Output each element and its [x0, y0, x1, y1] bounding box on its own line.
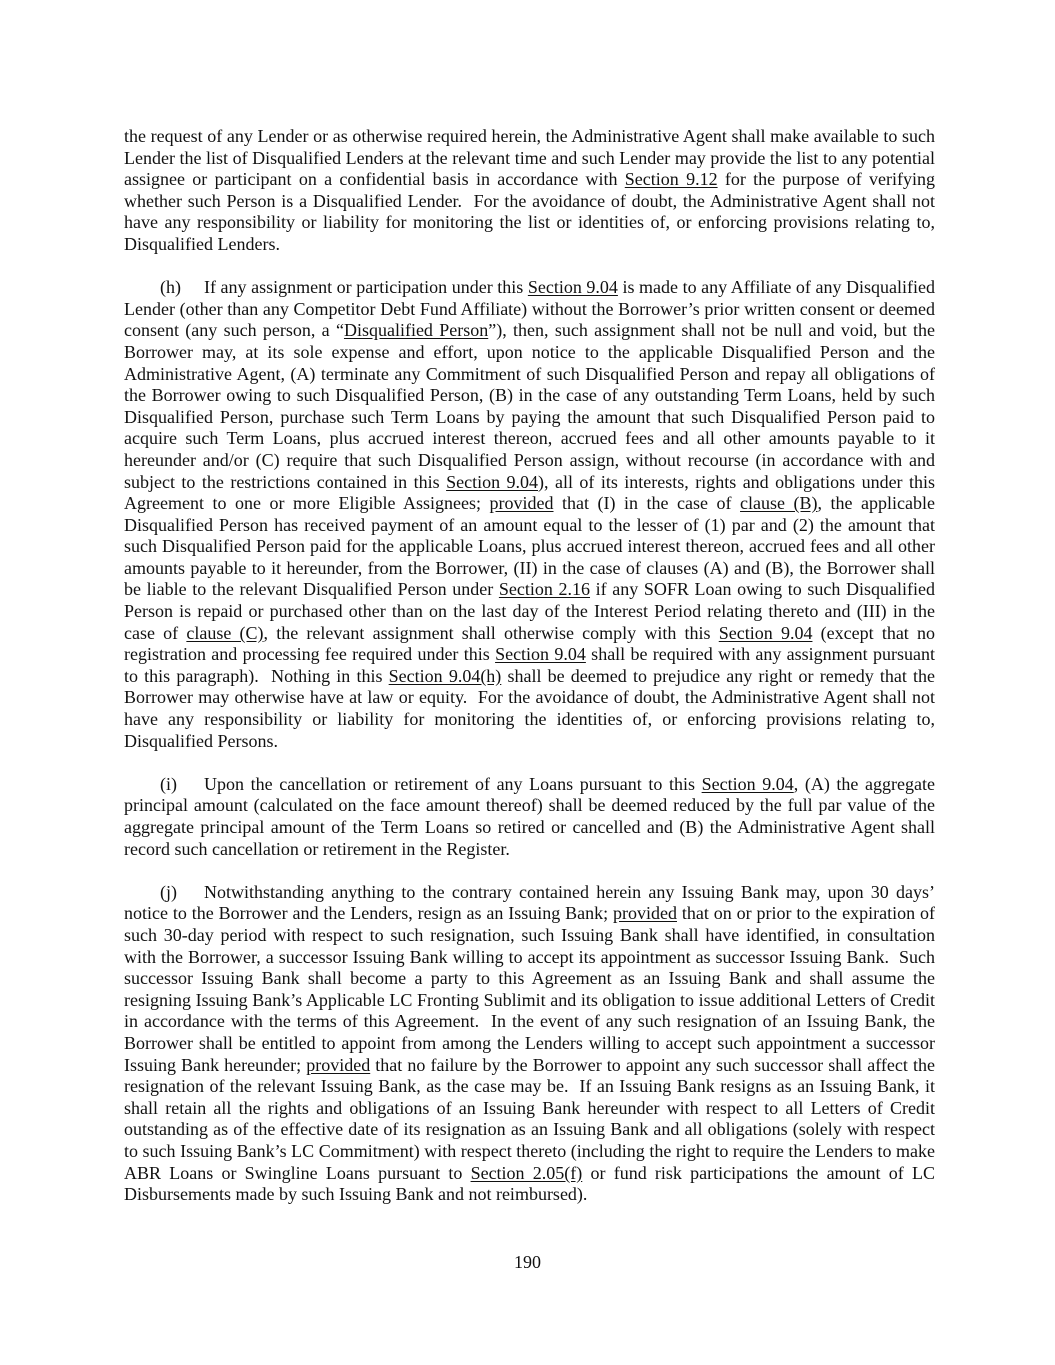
- body-text: , the applicable Disqualified Person has received payment of an amount equal to the lesser of (1) par and (2) the amount that such Disqualified Person paid for the applicable Loans, plus accrued interest thereon, accrued fees and all other amounts payable to it hereunder, from the Borrower, (II) in the case of clauses (A) and (B), the Borrower shall be liable to the relevant Disqualified Person under: [124, 493, 936, 600]
- body-text: (except that no registration and processing fee required under this: [124, 622, 936, 665]
- body-text: the request of any Lender or as otherwise required herein, the Administrative Agent shall make available to such Lender the list of Disqualified Lenders at the relevant time and such Lender may provide the list to any potential assignee or participant on a confidential basis in accordance with: [124, 126, 935, 190]
- paragraph-j: [124, 882, 935, 1206]
- section-reference: clause (B): [740, 493, 818, 514]
- body-text: if any SOFR Loan owing to such Disqualified Person is repaid or purchased other than on the last day of the Interest Period relating thereto and (III) in the case of: [124, 579, 935, 643]
- body-text: ), all of its interests, rights and obligations under this Agreement to one or more Eligible Assignees;: [124, 471, 936, 514]
- section-reference: provided: [613, 903, 677, 924]
- body-text: that no failure by the Borrower to appoint any such successor shall affect the resignation of the relevant Issuing Bank, as the case may be. If an Issuing Bank resigns as an Issuing Bank, it shall retain all the rights and obligations of an Issuing Bank hereunder with respect to all Letters of Credit outstanding as of the effective date of its resignation as an Issuing Bank and all obligations (solely with respect to such Issuing Bank’s LC Commitment) with respect thereto (including the right to require the Lenders to make ABR Loans or Swingline Loans pursuant to: [124, 1054, 935, 1183]
- body-text: , the relevant assignment shall otherwise comply with this: [263, 622, 719, 643]
- body-text: Upon the cancellation or retirement of any Loans pursuant to this: [204, 773, 702, 794]
- body-text: that (I) in the case of: [553, 493, 741, 514]
- body-text: Notwithstanding anything to the contrary contained herein any Issuing Bank may, upon 30 days’ notice to the Borrower and the Lenders, resign as an Issuing Bank;: [124, 881, 935, 924]
- body-text: that on or prior to the expiration of such 30-day period with respect to such resignation, such Issuing Bank shall have identified, in consultation with the Borrower, a successor Issuing Bank willing to accept its appointment as successor Issuing Bank. Such successor Issuing Bank shall become a party to this Agreement as an Issuing Bank and shall assume the resigning Issuing Bank’s Applicable LC Fronting Sublimit and its obligation to issue additional Letters of Credit in accordance with the terms of this Agreement. In the event of any such resignation of an Issuing Bank, the Borrower shall be entitled to appoint from among the Lenders willing to accept such appointment a successor Issuing Bank hereunder;: [124, 903, 936, 1075]
- paragraph-i: [124, 774, 935, 860]
- section-reference: Section 2.16: [498, 579, 591, 600]
- paragraph-h: [124, 277, 935, 752]
- section-reference: Section 9.12: [624, 169, 718, 190]
- section-reference: Section 2.05(f): [470, 1162, 583, 1183]
- body-text: for the purpose of verifying whether such Person is a Disqualified Lender. For the avoidance of doubt, the Administrative Agent shall not have any responsibility or liability for monitoring the list or identities of, or enforcing provisions relating to, Disqualified Lenders.: [124, 169, 935, 254]
- paragraph-label-i: (i): [160, 773, 177, 794]
- section-reference: Section 9.04: [701, 773, 794, 794]
- body-text: , (A) the aggregate principal amount (calculated on the face amount thereof) shall be deemed reduced by the full par value of the aggregate principal amount of the Term Loans so retired or cancelled and (B) the Administrative Agent shall record such cancellation or retirement in the Register.: [124, 773, 935, 859]
- paragraph-label-j: (j): [160, 881, 177, 902]
- section-reference: provided: [306, 1054, 371, 1075]
- section-reference: Section 9.04: [495, 644, 586, 665]
- body-text: shall be deemed to prejudice any right or remedy that the Borrower may otherwise have at law or equity. For the avoidance of doubt, the Administrative Agent shall not have any responsibility or liability for monitoring the identities of, or enforcing provisions relating to, Disqualified Persons.: [124, 665, 936, 751]
- section-reference: clause (C): [186, 622, 264, 643]
- page-number: 190: [514, 1252, 541, 1272]
- paragraph-label-h: (h): [160, 277, 181, 298]
- section-reference: provided: [489, 493, 554, 514]
- body-text: If any assignment or participation under this: [204, 277, 528, 298]
- section-reference: Section 9.04: [527, 277, 618, 298]
- body-text: or fund risk participations the amount of LC Disbursements made by such Issuing Bank and not reimbursed).: [124, 1162, 935, 1205]
- body-text: ”), then, such assignment shall not be null and void, but the Borrower may, at its sole expense and effort, upon notice to the applicable Disqualified Person and the Administrative Agent, (A) terminate any Commitment of such Disqualified Person and repay all obligations of the Borrower owing to such Disqualified Person, (B) in the case of any outstanding Term Loans, held by such Disqualified Person, purchase such Term Loans by paying the amount that such Disqualified Person paid to acquire such Term Loans, plus accrued interest thereon, accrued fees and all other amounts payable to it hereunder and/or (C) require that such Disqualified Person assign, without recourse (in accordance with and subject to the restrictions contained in this: [124, 320, 936, 492]
- section-reference: Section 9.04: [446, 471, 539, 492]
- section-reference: Section 9.04: [718, 622, 813, 643]
- paragraph-continuation: [124, 126, 935, 256]
- section-reference: Disqualified Person: [343, 320, 489, 341]
- section-reference: Section 9.04(h): [388, 665, 502, 686]
- document-body: [124, 126, 935, 1227]
- body-text: shall be required with any assignment pursuant to this paragraph). Nothing in this: [124, 644, 935, 686]
- body-text: is made to any Affiliate of any Disqualified Lender (other than any Competitor Debt Fund Affiliate) without the Borrower’s prior written consent or deemed consent (any such person, a “: [124, 277, 936, 341]
